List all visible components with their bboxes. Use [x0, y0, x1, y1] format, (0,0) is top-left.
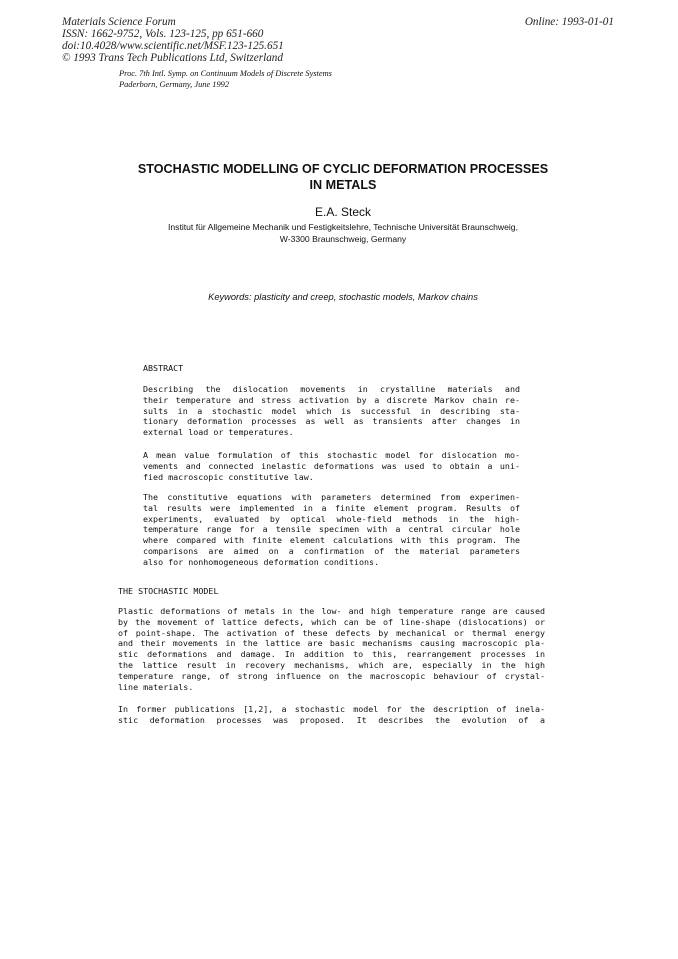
text-line: the lattice result in recovery mechanisms, which are, especially in the high: [118, 659, 545, 670]
text-line: temperature range for a tensile specimen with a central circular hole: [143, 524, 520, 535]
journal-name: Materials Science Forum: [62, 16, 176, 28]
online-date: Online: 1993-01-01: [524, 16, 614, 28]
text-line: comparisons are aimed on a confirmation of the material parameters: [143, 545, 520, 556]
text-line: A mean value formulation of this stochastic model for dislocation mo-: [143, 450, 520, 460]
text-line: tionary deformation processes as well as transients after changes in: [143, 416, 520, 427]
text-line: sults in a stochastic model which is successful in describing sta-: [143, 405, 520, 416]
text-line: tal results were implemented in a finite element program. Results of: [143, 502, 520, 513]
author-name: E.A. Steck: [314, 205, 372, 219]
abstract-paragraph: [143, 492, 520, 568]
paper-title: [110, 162, 576, 193]
text-line: by the movement of lattice defects, which can be of line-shape (dislocations) or: [118, 616, 545, 627]
affiliation-line: Institut für Allgemeine Mechanik und Festigkeitslehre, Technische Universität Braunschweig,: [168, 222, 518, 232]
text-line: where compared with finite element calculations with this program. The: [143, 535, 520, 546]
text-line: experiments, evaluated by optical whole-field methods in the high-: [143, 513, 520, 524]
conference-location: Paderborn, Germany, June 1992: [119, 80, 230, 89]
text-line: In former publications [1,2], a stochastic model for the description of inela-: [118, 704, 545, 714]
abstract-heading: ABSTRACT: [143, 363, 184, 373]
text-line: stic deformation processes was proposed. It describes the evolution of a: [118, 714, 545, 725]
conference-name: Proc. 7th Intl. Symp. on Continuum Models of Discrete Systems: [119, 69, 332, 78]
text-line: The constitutive equations with parameters determined from experimen-: [143, 492, 520, 502]
body-paragraph: [118, 606, 545, 692]
text-line: Describing the dislocation movements in crystalline materials and: [143, 384, 520, 394]
text-line: and their movements in the lattice are basic mechanisms causing macroscopic pla-: [118, 638, 545, 649]
affiliation-line: W-3300 Braunschweig, Germany: [279, 233, 407, 244]
abstract-paragraph: [143, 450, 520, 482]
section-heading: THE STOCHASTIC MODEL: [118, 586, 219, 596]
keywords: Keywords: plasticity and creep, stochastic models, Markov chains: [208, 292, 478, 302]
text-line: line materials.: [118, 681, 194, 692]
text-line: fied macroscopic constitutive law.: [143, 471, 314, 482]
body-paragraph: [118, 704, 545, 726]
text-line: external load or temperatures.: [143, 427, 294, 438]
title-line: STOCHASTIC MODELLING OF CYCLIC DEFORMATION PROCESSES: [137, 162, 549, 176]
text-line: vements and connected inelastic deformations was used to obtain a uni-: [143, 460, 520, 471]
copyright-line: © 1993 Trans Tech Publications Ltd, Switzerland: [62, 52, 283, 65]
conference-info: [119, 68, 332, 90]
issn-line: ISSN: 1662-9752, Vols. 123-125, pp 651-660: [62, 28, 264, 41]
text-line: also for nonhomogeneous deformation conditions.: [143, 556, 380, 567]
abstract-paragraph: [143, 384, 520, 438]
text-line: their temperature and stress activation by a discrete Markov chain re-: [143, 394, 520, 405]
doi-line: doi:10.4028/www.scientific.net/MSF.123-125.651: [62, 40, 284, 53]
title-line: IN METALS: [309, 177, 377, 192]
journal-header: [62, 16, 622, 64]
text-line: of point-shape. The activation of these defects by mechanical or thermal energy: [118, 627, 545, 638]
text-line: temperature range, of strong influence on the macroscopic behaviour of crystal-: [118, 670, 545, 681]
affiliation: [110, 222, 576, 245]
text-line: Plastic deformations of metals in the low- and high temperature range are caused: [118, 606, 545, 616]
text-line: stic deformations and damage. In addition to this, rearrangement processes in: [118, 649, 545, 660]
